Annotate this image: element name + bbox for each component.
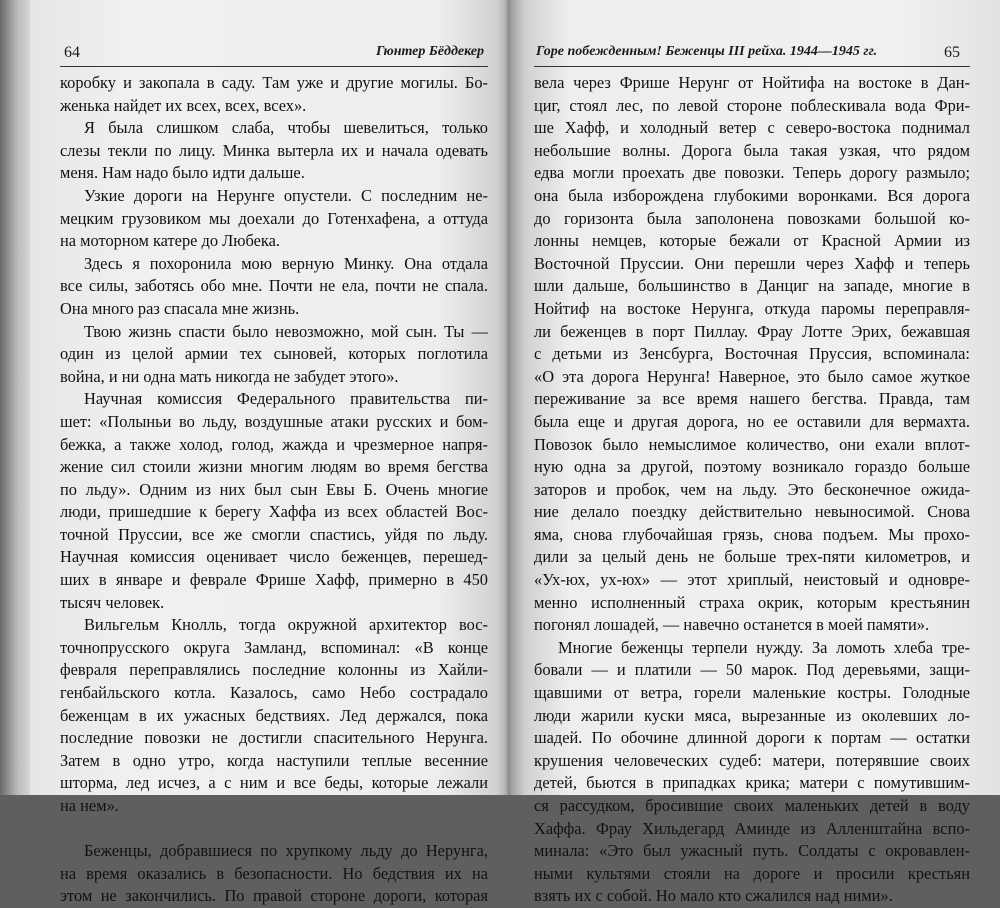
text-line: взять их с собой. Но мало кто сжалился над ними». xyxy=(534,886,893,906)
text-line: на моторном катере до Любека. xyxy=(60,231,281,251)
text-line: «Ух-юх, ух-юх» — этот хриплый, неистовый и одновре- xyxy=(534,570,970,590)
text-line: по льду». Одним из них был сын Евы Б. Очень многие xyxy=(60,479,488,499)
text-line: шли дальше, большинство в Данциг на западе, многие в xyxy=(534,276,970,296)
text-line: Здесь я похоронила мою верную Минку. Она отдала xyxy=(84,253,488,273)
text-line: на время оказались в безопасности. Но бедствия их на xyxy=(60,863,488,883)
text-line: до горизонта была заполонена повозками большой ко- xyxy=(534,208,970,228)
text-line: циг, стоял лес, по левой стороне поблескивала вода Фри- xyxy=(534,95,970,115)
left-header-rule xyxy=(60,66,488,67)
text-line: слезы текли по лицу. Минка вытерла их и начала одевать xyxy=(60,140,488,160)
text-line: точной Пруссии, все же смогли спастись, уйдя по льду. xyxy=(60,524,488,544)
text-line: женька найдет их всех, всех, всех». xyxy=(60,95,307,115)
text-line: февраля переправлялись последние колонны из Хайли- xyxy=(60,660,488,680)
text-line: щавшими от ветра, горели маленькие костры. Голодные xyxy=(534,683,970,703)
text-line: Твою жизнь спасти было невозможно, мой сын. Ты — xyxy=(84,321,488,341)
text-line: едва могли проехать две повозки. Теперь дорогу размыло; xyxy=(534,163,970,183)
text-line: люди жарили куски мяса, вырезанные из околевших ло- xyxy=(534,705,970,725)
text-line: тысяч человек. xyxy=(60,592,165,612)
text-line: люди, пришедшие к берегу Хаффа из всех областей Вос- xyxy=(60,502,488,522)
text-line: Она много раз спасала мне жизнь. xyxy=(60,298,300,318)
text-line: бовали — и платили — 50 марок. Под деревьями, защи- xyxy=(534,660,970,680)
text-line: Я была слишком слаба, чтобы шевелиться, только xyxy=(84,118,488,138)
text-line: Узкие дороги на Нерунге опустели. С последним не- xyxy=(84,185,488,205)
text-line: коробку и закопала в саду. Там уже и другие могилы. Бо- xyxy=(60,73,488,92)
text-line: Нойтиф на востоке Нерунга, откуда паромы переправля- xyxy=(534,298,970,318)
text-line: погонял лошадей, — навечно останется в моей памяти». xyxy=(534,615,930,635)
text-line: была еще и другая дорога, но ее оставили для вермахта. xyxy=(534,411,970,431)
text-line: Беженцы, добравшиеся по хрупкому льду до Нерунга, xyxy=(84,841,488,861)
text-line: генбайльского котла. Казалось, само Небо сострадало xyxy=(60,683,488,703)
text-line: крушения человеческих судеб: матери, потерявшие своих xyxy=(534,750,970,770)
left-running-head: Гюнтер Бёддекер xyxy=(375,44,484,59)
right-page xyxy=(510,0,1000,906)
text-line: заторов и пробок, чем на льду. Это бесконечное ожида- xyxy=(534,479,970,499)
text-line: этом не закончились. По правой стороне дороги, которая xyxy=(60,886,488,906)
left-page-number: 64 xyxy=(64,44,80,61)
text-line: последние повозки не достигли спасительного Нерунга. xyxy=(60,728,488,748)
text-line: один из целой армии тех сыновей, которых поглотила xyxy=(60,344,488,364)
right-page-text xyxy=(534,72,970,908)
text-line: небольшие волны. Дорога была такая узкая, что рядом xyxy=(534,140,970,160)
text-line: яма, снова глубочайшая грязь, снова подъем. Мы прохо- xyxy=(534,524,970,544)
text-line: «О эта дорога Нерунга! Наверное, это было самое жуткое xyxy=(534,366,970,386)
left-page-text xyxy=(60,72,488,908)
right-running-head: Горе побежденным! Беженцы III рейха. 1944—1945 гг. xyxy=(536,44,878,59)
text-line: лонны немцев, которые бежали от Красной Армии из xyxy=(534,231,970,251)
text-line: Восточной Пруссии. Они перешли через Хафф и теперь xyxy=(534,253,970,273)
text-line: шторма, лед исчез, а с ним и все беды, которые лежали xyxy=(60,773,488,793)
text-line xyxy=(60,818,488,841)
text-line: менно исполненный страха окрик, которым крестьянин xyxy=(534,592,970,612)
text-line: детей, бьются в припадках крика; матери с помутившим- xyxy=(534,773,970,793)
text-line: минала: «Это был ужасный путь. Солдаты с окровавлен- xyxy=(534,841,970,861)
left-page xyxy=(30,0,510,906)
text-line: война, и ни одна мать никогда не забудет этого». xyxy=(60,366,399,386)
text-line: ших в январе и феврале Фрише Хафф, примерно в 450 xyxy=(60,570,488,590)
text-line: на нем». xyxy=(60,796,119,815)
right-header-rule xyxy=(534,66,970,67)
text-line: шадей. По обочине длинной дороги к портам — остатки xyxy=(534,728,970,748)
text-line: мецким грузовиком мы доехали до Готенхафена, а оттуда xyxy=(60,208,488,228)
text-line: она была изборождена глубокими воронками. Вся дорога xyxy=(534,185,970,205)
right-page-number: 65 xyxy=(944,44,960,61)
text-line: меня. Нам надо было идти дальше. xyxy=(60,163,305,183)
text-line: ше Хафф, и холодный ветер с северо-востока поднимал xyxy=(534,118,970,138)
text-line: с детьми из Зенсбурга, Восточная Пруссия, вспоминала: xyxy=(534,344,970,364)
text-line: шет: «Полыньи во льду, воздушные атаки русских и бом- xyxy=(60,411,488,431)
text-line: ли беженцев в порт Пиллау. Фрау Лотте Эрих, бежавшая xyxy=(534,321,970,341)
text-line: Вильгельм Кнолль, тогда окружной архитектор вос- xyxy=(84,615,488,635)
text-line: бежка, а также холод, голод, жажда и чрезмерное напря- xyxy=(60,434,488,454)
text-line: ными культями стояли на дороге и просили крестьян xyxy=(534,863,970,883)
text-line: Научная комиссия оценивает число беженцев, перешед- xyxy=(60,547,488,567)
text-line: дили за целый день не больше трех-пяти километров, и xyxy=(534,547,970,567)
text-line: ся рассудком, бросившие своих маленьких детей в воду xyxy=(534,796,970,815)
text-line: ние делало поездку действительно невыносимой. Снова xyxy=(534,502,970,522)
text-line: Научная комиссия Федерального правительства пи- xyxy=(84,389,488,409)
text-line: переживание за все время нашего бегства. Правда, там xyxy=(534,389,970,409)
text-line: жение сил стоили жизни многим людям во время бегства xyxy=(60,457,488,477)
text-line: Многие беженцы терпели нужду. За ломоть хлеба тре- xyxy=(558,637,970,657)
text-line: Затем в одно утро, когда наступили теплые весенние xyxy=(60,750,488,770)
text-line: все силы, заботясь обо мне. Почти не ела, почти не спала. xyxy=(60,276,488,296)
text-line: Хаффа. Фрау Хильдегард Аминде из Алленштайна вспо- xyxy=(534,818,970,838)
text-line: Повозок было немыслимое количество, они ехали вплот- xyxy=(534,434,970,454)
text-line: точнопрусского округа Замланд, вспоминал: «В конце xyxy=(60,637,488,657)
text-line: ную одна за другой, поэтому возникало гораздо больше xyxy=(534,457,970,477)
text-line: вела через Фрише Нерунг от Нойтифа на востоке в Дан- xyxy=(534,73,970,92)
text-line: беженцам в их ужасных бедствиях. Лед держался, пока xyxy=(60,705,488,725)
